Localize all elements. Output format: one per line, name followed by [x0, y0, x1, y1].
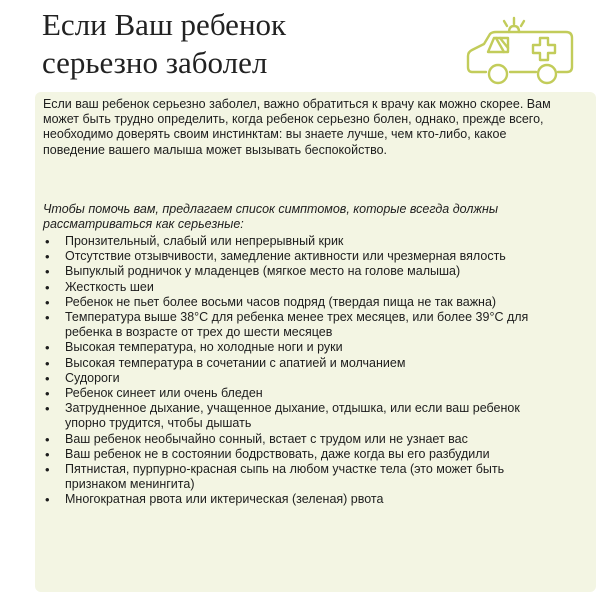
- list-item: • Высокая температура, но холодные ноги и руки: [43, 340, 563, 355]
- list-item: • Жесткость шеи: [43, 280, 563, 295]
- list-item: • Пятнистая, пурпурно-красная сыпь на любом участке тела (это может быть признаком менингита): [43, 462, 563, 492]
- ambulance-icon: [462, 14, 580, 96]
- list-item: • Пронзительный, слабый или непрерывный крик: [43, 234, 563, 249]
- list-item: • Выпуклый родничок у младенцев (мягкое место на голове малыша): [43, 264, 563, 279]
- list-item: • Ребенок синеет или очень бледен: [43, 386, 563, 401]
- list-item: • Многократная рвота или иктерическая (зеленая) рвота: [43, 492, 563, 507]
- symptoms-lead-text: Чтобы помочь вам, предлагаем список симптомов, которые всегда должны рассматриваться как серьезные:: [43, 202, 499, 232]
- list-item: • Ребенок не пьет более восьми часов подряд (твердая пища не так важна): [43, 295, 563, 310]
- symptoms-list: [43, 234, 563, 508]
- page-title: [42, 6, 286, 82]
- list-item: • Высокая температура в сочетании с апатией и молчанием: [43, 356, 563, 371]
- list-item: • Судороги: [43, 371, 563, 386]
- list-item: • Ваш ребенок необычайно сонный, встает с трудом или не узнает вас: [43, 432, 563, 447]
- intro-paragraph: Если ваш ребенок серьезно заболел, важно обратиться к врачу как можно скорее. Вам может быть трудно определить, когда ребенок серьезно болен, однако, прежде всего, необходимо доверять своим инстинктам: вы знаете лучше, чем кто-либо, какое поведение вашего малыша может вызывать беспокойство.: [43, 97, 551, 157]
- list-item: • Ваш ребенок не в состоянии бодрствовать, даже когда вы его разбудили: [43, 447, 563, 462]
- list-item: • Отсутствие отзывчивости, замедление активности или чрезмерная вялость: [43, 249, 563, 264]
- list-item: • Температура выше 38°C для ребенка менее трех месяцев, или более 39°C для ребенка в возрасте от трех до шести месяцев: [43, 310, 563, 340]
- list-item: • Затрудненное дыхание, учащенное дыхание, отдышка, или если ваш ребенок упорно трудится, чтобы дышать: [43, 401, 563, 431]
- title-line-1: Если Ваш ребенок: [42, 7, 287, 42]
- title-line-2: серьезно заболел: [42, 45, 268, 80]
